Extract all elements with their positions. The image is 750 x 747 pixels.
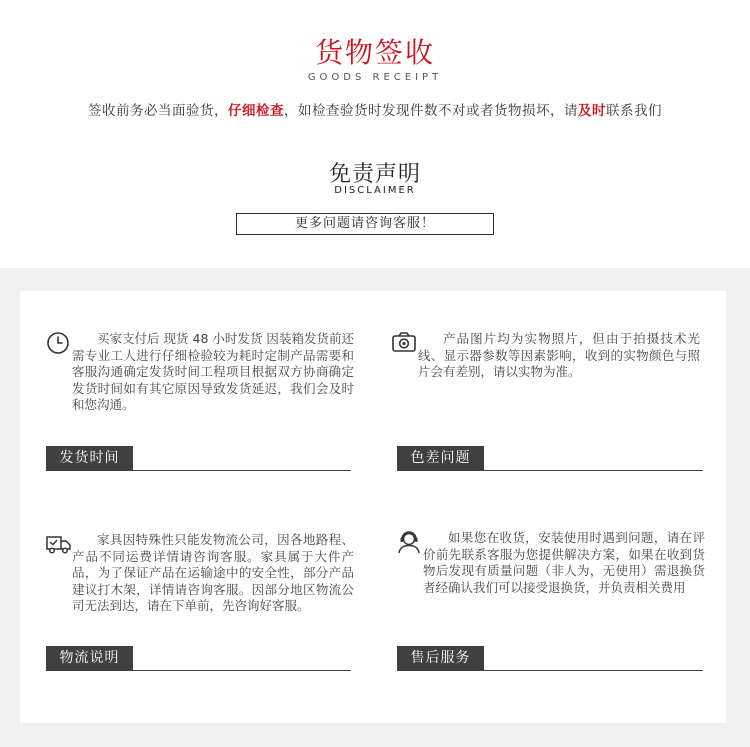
camera-icon	[392, 331, 418, 355]
logistics-divider	[46, 670, 351, 671]
logistics-heading: 物流说明	[46, 646, 133, 670]
notice-highlight-careful: 仔细检查	[228, 103, 284, 119]
notice-text-2: ，如检查验货时发现件数不对或者货物损坏，请	[284, 103, 578, 119]
notice-text-1: 签收前务必当面验货，	[88, 103, 228, 119]
notice-highlight-timely: 及时	[578, 103, 606, 119]
receipt-notice	[0, 99, 750, 119]
logistics-text: 家具因特殊性只能发物流公司，因各地路程、产品不同运费详情请咨询客服。家具属于大件产品，为了保证产品在运输途中的安全性，部分产品建议打木架，详情请咨询客服。因部分地区物流公司无法到达，请在下单前，先咨询好客服。	[72, 532, 354, 613]
notice-text-3: 联系我们	[606, 103, 662, 119]
aftersales-heading-bar	[397, 646, 703, 672]
disclaimer-subtitle: DISCLAIMER	[334, 185, 416, 196]
contact-service-box: 更多问题请咨询客服！	[236, 213, 494, 235]
aftersales-heading: 售后服务	[397, 646, 484, 670]
shipping-divider	[46, 470, 351, 471]
truck-icon	[46, 532, 72, 556]
color-text: 产品图片均为实物照片，但由于拍摄技术光线、显示器参数等因素影响，收到的实物颜色与照片会有差别，请以实物为准。	[418, 331, 700, 379]
shipping-text: 买家支付后 现货 48 小时发货 因装箱发货前还需专业工人进行仔细检验较为耗时定制产品需要和客服沟通确定发货时间工程项目根据双方协商确定发货时间如有其它原因导致发货延迟，我们会及时和您沟通。	[72, 331, 354, 412]
clock-icon	[46, 331, 72, 355]
shipping-heading: 发货时间	[46, 446, 133, 470]
receipt-title: 货物签收	[314, 36, 435, 69]
aftersales-divider	[397, 670, 703, 671]
color-heading: 色差问题	[397, 446, 484, 470]
shipping-heading-bar	[46, 446, 351, 472]
logistics-heading-bar	[46, 646, 351, 672]
receipt-subtitle: GOODS RECEIPT	[307, 72, 443, 83]
headset-icon	[397, 530, 423, 554]
disclaimer-title: 免责声明	[328, 162, 421, 187]
color-divider	[397, 470, 703, 471]
goods-receipt-section	[0, 0, 750, 268]
color-heading-bar	[397, 446, 703, 472]
aftersales-text: 如果您在收货，安装使用时遇到问题，请在评价前先联系客服为您提供解决方案，如果在收到货物后发现有质量问题（非人为，无使用）需退换货者经确认我们可以接受退换货，并负责相关费用	[423, 530, 705, 595]
